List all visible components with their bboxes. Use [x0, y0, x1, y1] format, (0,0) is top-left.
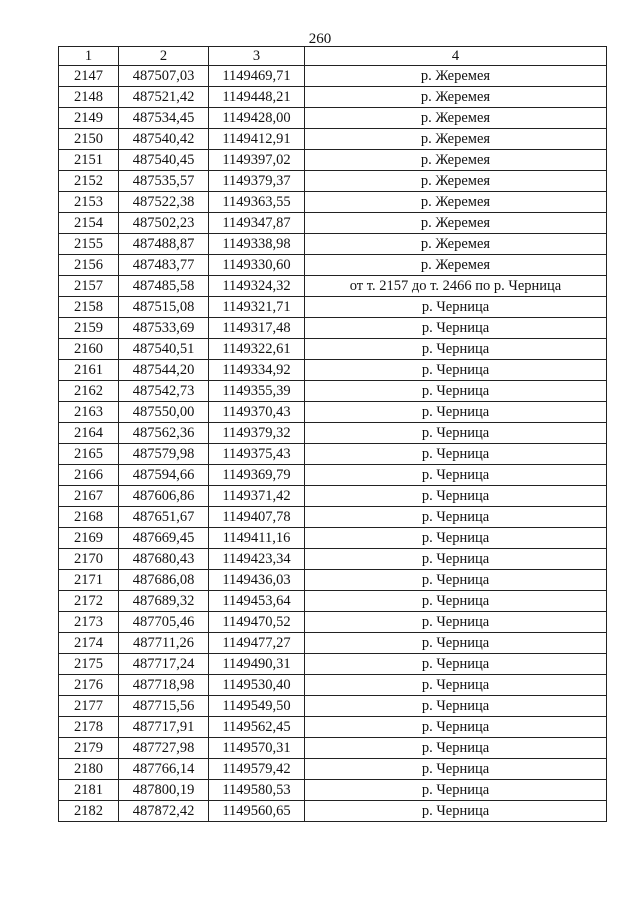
y-coordinate-cell: 1149448,21	[209, 87, 305, 108]
point-number-cell: 2179	[59, 738, 119, 759]
point-number-cell: 2147	[59, 66, 119, 87]
x-coordinate-cell: 487594,66	[119, 465, 209, 486]
description-cell: р. Жеремея	[305, 66, 607, 87]
description-cell: р. Черница	[305, 465, 607, 486]
description-cell: р. Черница	[305, 654, 607, 675]
point-number-cell: 2148	[59, 87, 119, 108]
description-cell: р. Черница	[305, 318, 607, 339]
y-coordinate-cell: 1149375,43	[209, 444, 305, 465]
point-number-cell: 2149	[59, 108, 119, 129]
y-coordinate-cell: 1149334,92	[209, 360, 305, 381]
y-coordinate-cell: 1149411,16	[209, 528, 305, 549]
description-cell: р. Черница	[305, 801, 607, 822]
y-coordinate-cell: 1149562,45	[209, 717, 305, 738]
y-coordinate-cell: 1149469,71	[209, 66, 305, 87]
x-coordinate-cell: 487535,57	[119, 171, 209, 192]
description-cell: р. Черница	[305, 507, 607, 528]
x-coordinate-cell: 487522,38	[119, 192, 209, 213]
description-cell: р. Черница	[305, 780, 607, 801]
table-header	[59, 47, 607, 66]
y-coordinate-cell: 1149549,50	[209, 696, 305, 717]
table-row	[59, 339, 607, 360]
description-cell: р. Жеремея	[305, 255, 607, 276]
point-number-cell: 2173	[59, 612, 119, 633]
description-cell: р. Черница	[305, 675, 607, 696]
point-number-cell: 2166	[59, 465, 119, 486]
table-row	[59, 255, 607, 276]
point-number-cell: 2181	[59, 780, 119, 801]
table-row	[59, 87, 607, 108]
point-number-cell: 2167	[59, 486, 119, 507]
table-row	[59, 129, 607, 150]
table-row	[59, 150, 607, 171]
x-coordinate-cell: 487507,03	[119, 66, 209, 87]
description-cell: р. Жеремея	[305, 213, 607, 234]
description-cell: р. Черница	[305, 423, 607, 444]
y-coordinate-cell: 1149363,55	[209, 192, 305, 213]
point-number-cell: 2151	[59, 150, 119, 171]
description-cell: р. Жеремея	[305, 150, 607, 171]
description-cell: р. Черница	[305, 486, 607, 507]
y-coordinate-cell: 1149321,71	[209, 297, 305, 318]
y-coordinate-cell: 1149330,60	[209, 255, 305, 276]
x-coordinate-cell: 487483,77	[119, 255, 209, 276]
description-cell: р. Черница	[305, 633, 607, 654]
description-cell: р. Черница	[305, 570, 607, 591]
y-coordinate-cell: 1149370,43	[209, 402, 305, 423]
x-coordinate-cell: 487562,36	[119, 423, 209, 444]
table-row	[59, 633, 607, 654]
table-row	[59, 612, 607, 633]
y-coordinate-cell: 1149322,61	[209, 339, 305, 360]
table-row	[59, 66, 607, 87]
description-cell: р. Жеремея	[305, 171, 607, 192]
point-number-cell: 2168	[59, 507, 119, 528]
y-coordinate-cell: 1149490,31	[209, 654, 305, 675]
table-row	[59, 507, 607, 528]
table-row	[59, 444, 607, 465]
y-coordinate-cell: 1149379,32	[209, 423, 305, 444]
x-coordinate-cell: 487800,19	[119, 780, 209, 801]
y-coordinate-cell: 1149338,98	[209, 234, 305, 255]
page-number: 260	[308, 31, 332, 47]
coordinates-table	[58, 46, 607, 822]
x-coordinate-cell: 487715,56	[119, 696, 209, 717]
table-row	[59, 675, 607, 696]
point-number-cell: 2150	[59, 129, 119, 150]
x-coordinate-cell: 487606,86	[119, 486, 209, 507]
point-number-cell: 2180	[59, 759, 119, 780]
point-number-cell: 2156	[59, 255, 119, 276]
point-number-cell: 2178	[59, 717, 119, 738]
table-row	[59, 402, 607, 423]
description-cell: р. Черница	[305, 402, 607, 423]
point-number-cell: 2161	[59, 360, 119, 381]
table-row	[59, 297, 607, 318]
table-row	[59, 381, 607, 402]
header-cell-x-coordinate: 2	[119, 47, 209, 66]
description-cell: р. Жеремея	[305, 234, 607, 255]
x-coordinate-cell: 487717,91	[119, 717, 209, 738]
y-coordinate-cell: 1149317,48	[209, 318, 305, 339]
x-coordinate-cell: 487872,42	[119, 801, 209, 822]
x-coordinate-cell: 487485,58	[119, 276, 209, 297]
x-coordinate-cell: 487727,98	[119, 738, 209, 759]
x-coordinate-cell: 487502,23	[119, 213, 209, 234]
point-number-cell: 2154	[59, 213, 119, 234]
point-number-cell: 2157	[59, 276, 119, 297]
x-coordinate-cell: 487680,43	[119, 549, 209, 570]
header-row	[59, 47, 607, 66]
description-cell: р. Черница	[305, 339, 607, 360]
x-coordinate-cell: 487705,46	[119, 612, 209, 633]
x-coordinate-cell: 487540,45	[119, 150, 209, 171]
table-row	[59, 465, 607, 486]
x-coordinate-cell: 487717,24	[119, 654, 209, 675]
table-row	[59, 570, 607, 591]
header-cell-y-coordinate: 3	[209, 47, 305, 66]
y-coordinate-cell: 1149428,00	[209, 108, 305, 129]
description-cell: р. Черница	[305, 549, 607, 570]
x-coordinate-cell: 487540,42	[119, 129, 209, 150]
description-cell: р. Жеремея	[305, 108, 607, 129]
y-coordinate-cell: 1149423,34	[209, 549, 305, 570]
table-row	[59, 801, 607, 822]
x-coordinate-cell: 487718,98	[119, 675, 209, 696]
x-coordinate-cell: 487544,20	[119, 360, 209, 381]
x-coordinate-cell: 487669,45	[119, 528, 209, 549]
description-cell: р. Черница	[305, 297, 607, 318]
point-number-cell: 2162	[59, 381, 119, 402]
point-number-cell: 2158	[59, 297, 119, 318]
y-coordinate-cell: 1149397,02	[209, 150, 305, 171]
point-number-cell: 2182	[59, 801, 119, 822]
y-coordinate-cell: 1149530,40	[209, 675, 305, 696]
description-cell: р. Черница	[305, 591, 607, 612]
table-row	[59, 213, 607, 234]
point-number-cell: 2177	[59, 696, 119, 717]
table-row	[59, 717, 607, 738]
description-cell: р. Черница	[305, 696, 607, 717]
x-coordinate-cell: 487689,32	[119, 591, 209, 612]
description-cell: р. Черница	[305, 717, 607, 738]
description-cell: р. Черница	[305, 759, 607, 780]
x-coordinate-cell: 487550,00	[119, 402, 209, 423]
y-coordinate-cell: 1149580,53	[209, 780, 305, 801]
x-coordinate-cell: 487542,73	[119, 381, 209, 402]
y-coordinate-cell: 1149477,27	[209, 633, 305, 654]
y-coordinate-cell: 1149347,87	[209, 213, 305, 234]
description-cell: р. Черница	[305, 444, 607, 465]
point-number-cell: 2159	[59, 318, 119, 339]
header-cell-description: 4	[305, 47, 607, 66]
x-coordinate-cell: 487534,45	[119, 108, 209, 129]
description-cell: р. Черница	[305, 528, 607, 549]
point-number-cell: 2164	[59, 423, 119, 444]
table-row	[59, 108, 607, 129]
x-coordinate-cell: 487579,98	[119, 444, 209, 465]
point-number-cell: 2163	[59, 402, 119, 423]
y-coordinate-cell: 1149371,42	[209, 486, 305, 507]
y-coordinate-cell: 1149470,52	[209, 612, 305, 633]
y-coordinate-cell: 1149412,91	[209, 129, 305, 150]
y-coordinate-cell: 1149579,42	[209, 759, 305, 780]
y-coordinate-cell: 1149355,39	[209, 381, 305, 402]
description-cell: р. Жеремея	[305, 87, 607, 108]
description-cell: от т. 2157 до т. 2466 по р. Черница	[305, 276, 607, 297]
point-number-cell: 2170	[59, 549, 119, 570]
table-row	[59, 654, 607, 675]
y-coordinate-cell: 1149369,79	[209, 465, 305, 486]
table-row	[59, 549, 607, 570]
y-coordinate-cell: 1149324,32	[209, 276, 305, 297]
y-coordinate-cell: 1149407,78	[209, 507, 305, 528]
description-cell: р. Черница	[305, 360, 607, 381]
point-number-cell: 2172	[59, 591, 119, 612]
description-cell: р. Черница	[305, 612, 607, 633]
x-coordinate-cell: 487686,08	[119, 570, 209, 591]
table-row	[59, 318, 607, 339]
x-coordinate-cell: 487533,69	[119, 318, 209, 339]
point-number-cell: 2174	[59, 633, 119, 654]
table-row	[59, 591, 607, 612]
description-cell: р. Жеремея	[305, 192, 607, 213]
point-number-cell: 2155	[59, 234, 119, 255]
y-coordinate-cell: 1149379,37	[209, 171, 305, 192]
table-row	[59, 738, 607, 759]
point-number-cell: 2176	[59, 675, 119, 696]
table-row	[59, 171, 607, 192]
x-coordinate-cell: 487766,14	[119, 759, 209, 780]
header-cell-point-number: 1	[59, 47, 119, 66]
table-row	[59, 192, 607, 213]
x-coordinate-cell: 487540,51	[119, 339, 209, 360]
point-number-cell: 2160	[59, 339, 119, 360]
description-cell: р. Жеремея	[305, 129, 607, 150]
table-row	[59, 276, 607, 297]
description-cell: р. Черница	[305, 381, 607, 402]
table-row	[59, 759, 607, 780]
table-row	[59, 360, 607, 381]
description-cell: р. Черница	[305, 738, 607, 759]
table-body	[59, 66, 607, 822]
y-coordinate-cell: 1149570,31	[209, 738, 305, 759]
point-number-cell: 2153	[59, 192, 119, 213]
x-coordinate-cell: 487711,26	[119, 633, 209, 654]
x-coordinate-cell: 487651,67	[119, 507, 209, 528]
y-coordinate-cell: 1149453,64	[209, 591, 305, 612]
table-row	[59, 528, 607, 549]
table-row	[59, 423, 607, 444]
table-row	[59, 234, 607, 255]
y-coordinate-cell: 1149560,65	[209, 801, 305, 822]
point-number-cell: 2165	[59, 444, 119, 465]
x-coordinate-cell: 487488,87	[119, 234, 209, 255]
table-row	[59, 696, 607, 717]
x-coordinate-cell: 487515,08	[119, 297, 209, 318]
table-row	[59, 486, 607, 507]
point-number-cell: 2169	[59, 528, 119, 549]
x-coordinate-cell: 487521,42	[119, 87, 209, 108]
point-number-cell: 2171	[59, 570, 119, 591]
table-row	[59, 780, 607, 801]
point-number-cell: 2175	[59, 654, 119, 675]
y-coordinate-cell: 1149436,03	[209, 570, 305, 591]
point-number-cell: 2152	[59, 171, 119, 192]
